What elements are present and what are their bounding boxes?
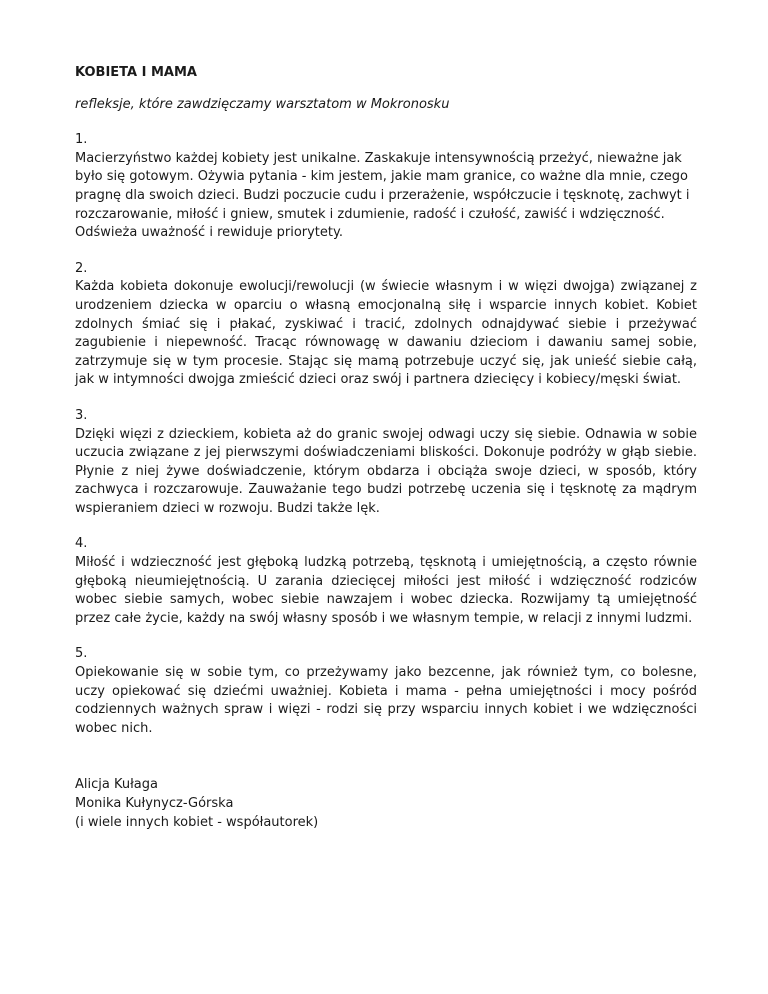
section-number: 3.: [75, 407, 88, 423]
section-text: Macierzyństwo każdej kobiety jest unikalne. Zaskakuje intensywnością przeżyć, nieważne jak było się gotowym. Ożywia pytania - kim jestem, jakie mam granice, co ważne dla mnie, czego pragnę dla swoich dzieci. Budzi poczucie cudu i przerażenie, współczucie i tęsknotę, zachwyt i rozczarowanie, miłość i gniew, smutek i zdumienie, radość i czułość, zawiść i wdzięczność. Odświeża uważność i rewiduje priorytety.: [75, 150, 690, 241]
section-4: [75, 535, 697, 628]
section-3: [75, 407, 697, 519]
document-title: KOBIETA I MAMA: [75, 65, 197, 80]
section-5: [75, 645, 697, 738]
section-number: 4.: [75, 536, 88, 552]
section-number: 2.: [75, 260, 88, 276]
section-2: [75, 260, 697, 390]
section-text: Opiekowanie się w sobie tym, co przeżywamy jako bezcenne, jak również tym, co bolesne, uczy opiekować się dziećmi uważniej. Kobieta i mama - pełna umiejętności i mocy pośród codziennych ważnych spraw i więzi - rodzi się przy wsparciu innych kobiet i we wdzięczności wobec nich.: [75, 665, 697, 736]
section-1: [75, 131, 697, 243]
document-page: [75, 64, 697, 832]
document-subtitle: refleksje, które zawdzięczamy warsztatom w Mokronosku: [75, 96, 450, 112]
section-number: 1.: [75, 132, 88, 148]
section-text: Miłość i wdzieczność jest głęboką ludzką potrzebą, tęsknotą i umiejętnością, a często równie głęboką nieumiejętnością. U zarania dziecięcej miłości jest miłość i wdzięczność rodziców wobec siebie samych, wobec siebie nawzajem i wobec dziecka. Rozwijamy tą umiejętność przez całe życie, każdy na swój własny sposób i we własnym tempie, w relacji z innymi ludzmi.: [75, 555, 697, 626]
section-text: Dzięki więzi z dzieckiem, kobieta aż do granic swojej odwagi uczy się siebie. Odnawia w sobie uczucia związane z jej pierwszymi doświadczeniami bliskości. Dokonuje podróży w głąb siebie. Płynie z niej żywe doświadczenie, którym obdarza i obciąża swoje dzieci, w sposób, który zachwyca i rozczarowuje. Zauważanie tego budzi potrzebę uczenia się i tęsknotę za mądrym wspieraniem dzieci w rozwoju. Budzi także lęk.: [75, 426, 697, 516]
author-name: Alicja Kułaga: [75, 777, 158, 793]
author-name: Monika Kułynycz-Górska: [75, 796, 234, 811]
section-text: Każda kobieta dokonuje ewolucji/rewolucji (w świecie własnym i w więzi dwojga) związanej z urodzeniem dziecka w oparciu o własną emocjonalną siłę i wsparcie innych kobiet. Kobiet zdolnych śmiać się i płakać, zyskiwać i tracić, zdolnych odnajdywać siebie i przeżywać zagubienie i niepewność. Tracąc równowagę w dawaniu dzieciom i dawaniu samej sobie, zatrzymuje się w tym procesie. Stając się mamą potrzebuje uczyć się, jak unieść siebie całą, jak w intymności dwojga zmieścić dzieci oraz swój i partnera dziecięcy i kobiecy/męski świat.: [75, 279, 697, 388]
authors-block: [75, 776, 697, 832]
author-note: (i wiele innych kobiet - współautorek): [75, 814, 319, 830]
section-number: 5.: [75, 646, 88, 662]
